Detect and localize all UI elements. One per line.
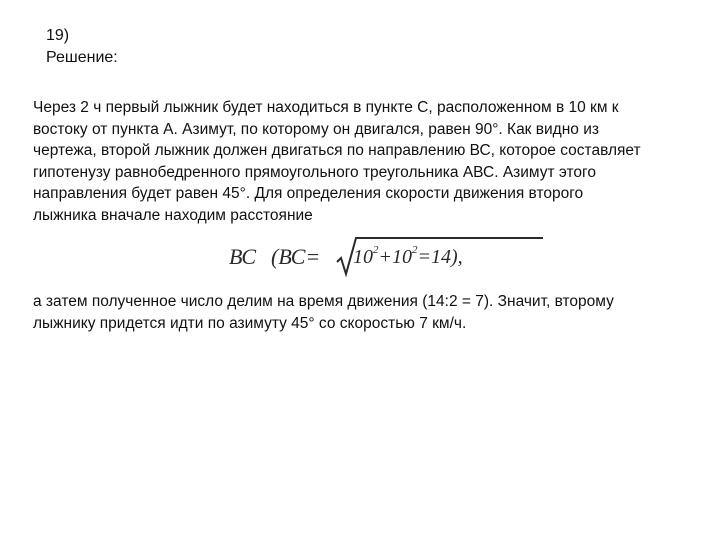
- formula-result: =14),: [417, 246, 463, 268]
- paragraph-line: Через 2 ч первый лыжник будет находиться в пункте С, расположенном в 10 км к: [33, 99, 619, 116]
- formula-base-1: 10: [353, 246, 373, 268]
- formula-exponent-2: 2: [412, 244, 418, 256]
- solution-label: Решение:: [46, 49, 118, 66]
- formula-lhs: ВС: [229, 244, 257, 269]
- conclusion-line: лыжнику придется идти по азимуту 45° со скоростью 7 км/ч.: [33, 315, 467, 332]
- problem-number: 19): [46, 27, 70, 44]
- conclusion-line: а затем полученное число делим на время движения (14:2 = 7). Значит, второму: [33, 293, 614, 310]
- distance-formula: [225, 232, 545, 278]
- formula-base-2: 10: [392, 246, 412, 268]
- paragraph-line: чертежа, второй лыжник должен двигаться по направлению ВС, которое составляет: [33, 142, 641, 160]
- formula-exponent-1: 2: [373, 244, 379, 256]
- paragraph-line: направления будет равен 45°. Для определения скорости движения второго: [33, 185, 584, 203]
- paragraph-line: лыжника вначале находим расстояние: [33, 206, 313, 224]
- formula-radicand: [353, 246, 463, 269]
- formula-plus: +: [378, 246, 392, 268]
- formula-open: (ВС=: [271, 244, 321, 269]
- solution-heading: [46, 25, 118, 69]
- paragraph-line: гипотенузу равнобедренного прямоугольного треугольника АВС. Азимут этого: [33, 163, 596, 181]
- solution-paragraph: [33, 97, 693, 227]
- conclusion-paragraph: [33, 291, 693, 335]
- paragraph-line: востоку от пункта А. Азимут, по которому он двигался, равен 90°. Как видно из: [33, 120, 599, 138]
